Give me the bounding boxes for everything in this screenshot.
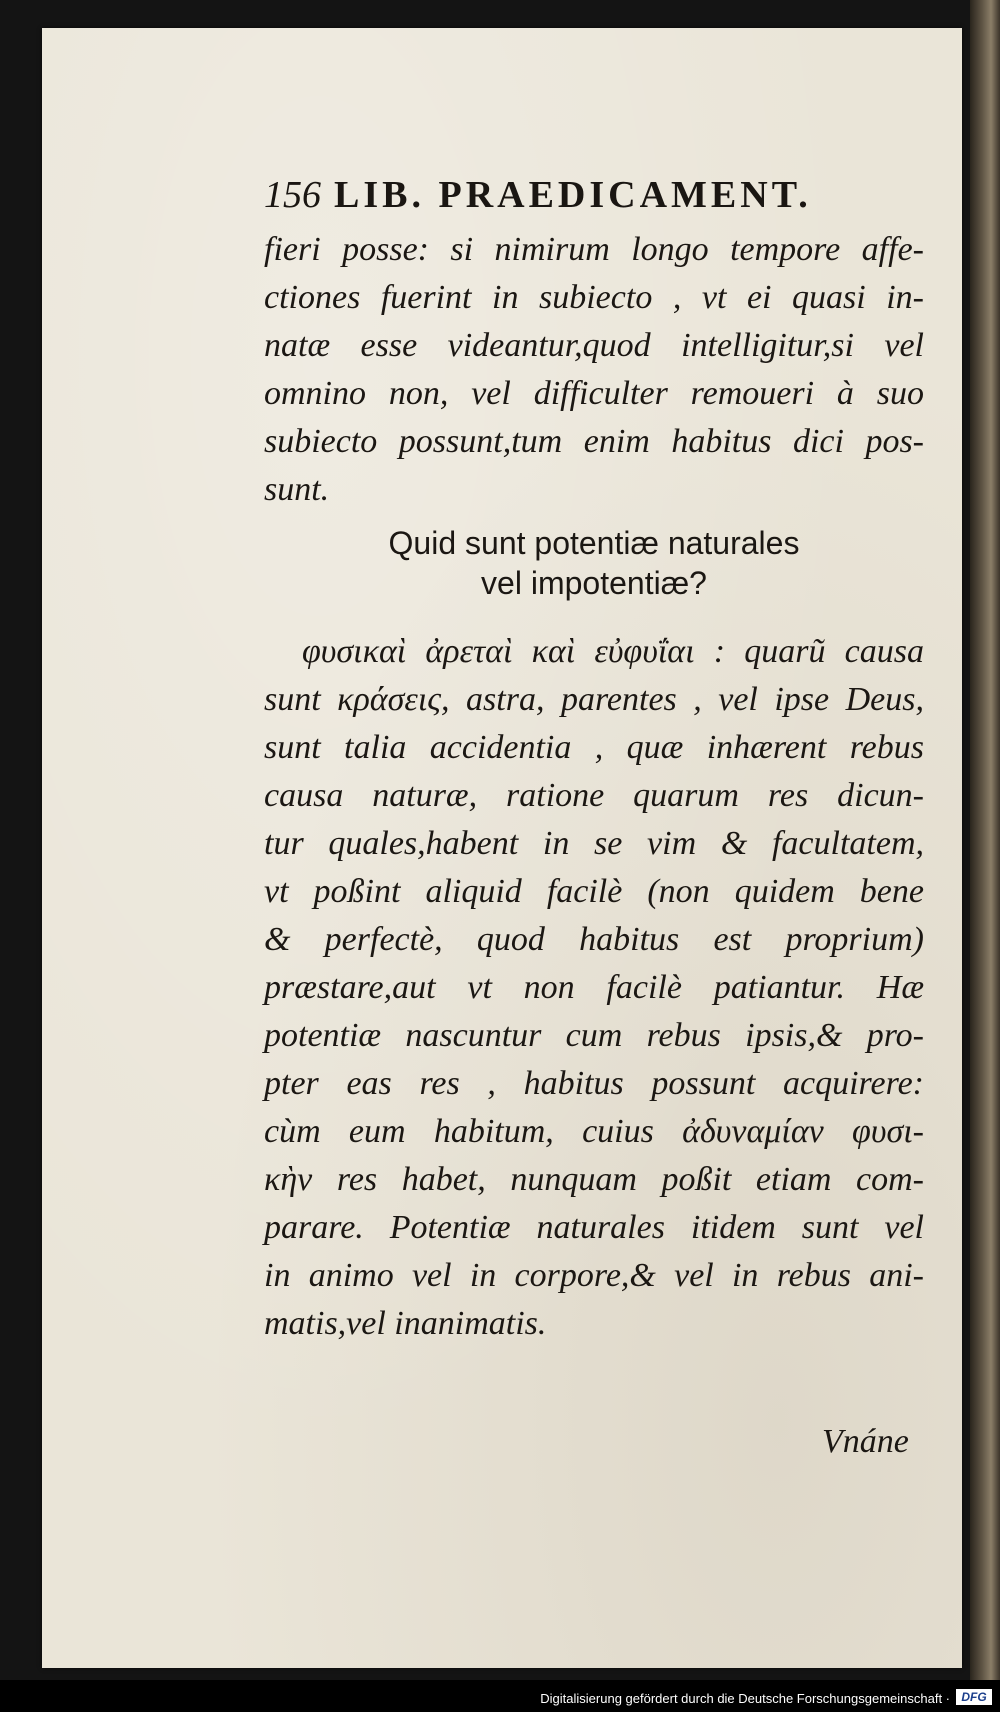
text-line: fieri posse: si nimirum longo tempore affe- — [264, 231, 924, 268]
text-line: parare. Potentiæ naturales itidem sunt vel — [264, 1209, 924, 1246]
text-line: matis,vel inanimatis. — [264, 1305, 547, 1342]
text-line: omnino non, vel difficulter remoueri à suo — [264, 375, 924, 412]
text-line: natæ esse videantur,quod intelligitur,si vel — [264, 327, 924, 364]
section-heading-line: vel impotentiæ? — [481, 565, 707, 601]
text-line: cùm eum habitum, cuius ἀδυναμίαν φυσι- — [264, 1113, 924, 1150]
text-line: in animo vel in corpore,& vel in rebus ani- — [264, 1257, 924, 1294]
text-line: tur quales,habent in se vim & facultatem, — [264, 825, 924, 862]
text-line: ctiones fuerint in subiecto , vt ei quasi in- — [264, 279, 924, 316]
text-line: præstare,aut vt non facilè patiantur. Hæ — [264, 969, 924, 1006]
text-line: sunt talia accidentia , quæ inhærent rebus — [264, 729, 924, 766]
catchword: Vnáne — [822, 1423, 909, 1460]
text-line: vt poßint aliquid facilè (non quidem bene — [264, 873, 924, 910]
page-content — [42, 28, 962, 1668]
text-line: potentiæ nascuntur cum rebus ipsis,& pro- — [264, 1017, 924, 1054]
text-line: causa naturæ, ratione quarum res dicun- — [264, 777, 924, 814]
digitization-footer — [0, 1680, 1000, 1712]
text-line: φυσικαὶ ἀρεταὶ καὶ εὐφυΐαι : quarũ causa — [302, 633, 924, 670]
funding-notice: Digitalisierung gefördert durch die Deutsche Forschungsgemeinschaft · — [540, 1691, 950, 1706]
text-line: sunt. — [264, 471, 330, 508]
book-page — [42, 28, 962, 1668]
text-line: subiecto possunt,tum enim habitus dici pos- — [264, 423, 924, 460]
dfg-logo-icon: DFG — [956, 1689, 992, 1705]
text-line: sunt κράσεις, astra, parentes , vel ipse Deus, — [264, 681, 924, 718]
book-cover-edge — [970, 0, 1000, 1680]
text-line: & perfectè, quod habitus est proprium) — [264, 921, 924, 958]
text-line: pter eas res , habitus possunt acquirere: — [264, 1065, 924, 1102]
text-line: κὴν res habet, nunquam poßit etiam com- — [264, 1161, 924, 1198]
section-heading-line: Quid sunt potentiæ naturales — [388, 525, 800, 561]
running-head — [264, 173, 944, 233]
page-number: 156 — [264, 174, 321, 216]
running-head-title: LIB. PRAEDICAMENT. — [334, 174, 812, 216]
